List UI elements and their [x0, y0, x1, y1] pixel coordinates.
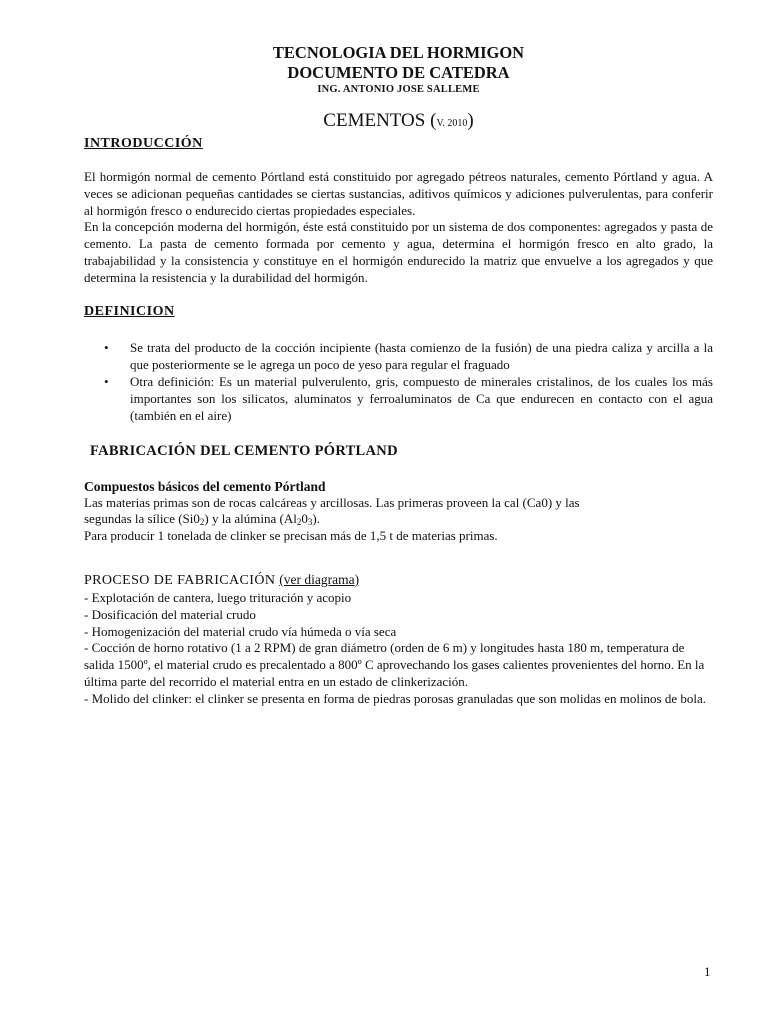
- intro-paragraph-2: En la concepción moderna del hormigón, éste está constituido por un sistema de dos componentes: agregados y pasta de cemento. La pasta de cemento formada por cemento y agua, determina el hormigón fresco en alto grado, la trabajabilidad y la consistencia y constituye en el hormigón endurecido la matriz que envuelve a los agregados y que determina la resistencia y la durabilidad del hormigón.: [84, 219, 713, 285]
- bullet-icon: •: [104, 373, 109, 389]
- compuestos-line-1: Las materias primas son de rocas calcáreas y arcillosas. Las primeras proveen la cal (Ca0) y las: [84, 494, 580, 510]
- proceso-step-4: - Cocción de horno rotativo (1 a 2 RPM) de gran diámetro (orden de 6 m) y longitudes hasta 180 m, temperatura de salida 1500º, el material crudo es precalentado a 800º C aprovechando los gases calientes provenientes del horno. En la última parte del recorrido el material entra en un estado de clinkerización.: [84, 640, 705, 689]
- subject-name: CEMENTOS: [323, 110, 426, 131]
- definicion-item-2: Otra definición: Es un material pulverulento, gris, compuesto de minerales cristalinos, de los cuales los más importantes son los silicatos, aluminatos y ferroaluminatos de Ca que endurecen en contacto con el agua (también en el aire): [130, 373, 713, 423]
- subject-version: V. 2010: [436, 118, 468, 129]
- compuestos-line-2: segundas la sílice $(Si0_2)$ y la alúmina $(Al_20_3)$.: [84, 511, 320, 528]
- page-number: 1: [704, 964, 711, 979]
- proceso-step-5: - Molido del clinker: el clinker se presenta en forma de piedras porosas granuladas que son molidas en molinos de bola.: [84, 690, 707, 706]
- document-title: TECNOLOGIA DEL HORMIGON: [272, 43, 525, 62]
- compuestos-line-3: Para producir 1 tonelada de clinker se precisan más de 1,5 t de materias primas.: [84, 528, 498, 544]
- list-item: [84, 339, 713, 373]
- subject-close-paren: ): [467, 110, 474, 131]
- proceso-heading: [84, 571, 713, 590]
- document-page: [84, 42, 713, 708]
- proceso-heading-text: PROCESO DE FABRICACIÓN: [84, 572, 276, 588]
- compuestos-heading: Compuestos básicos del cemento Pórtland: [84, 478, 326, 494]
- document-subtitle: DOCUMENTO DE CATEDRA: [287, 63, 510, 82]
- bullet-icon: •: [104, 339, 109, 355]
- proceso-step-1: - Explotación de cantera, luego trituración y acopio: [84, 589, 352, 605]
- ver-diagrama-link[interactable]: (ver diagrama): [279, 571, 360, 587]
- intro-heading: INTRODUCCIÓN: [84, 136, 203, 151]
- definicion-list: [84, 339, 713, 424]
- subject-open-paren: (: [430, 110, 437, 131]
- fabricacion-heading: FABRICACIÓN DEL CEMENTO PÓRTLAND: [90, 442, 398, 459]
- proceso-step-2: - Dosificación del material crudo: [84, 606, 256, 622]
- document-author: ING. ANTONIO JOSE SALLEME: [317, 84, 480, 95]
- definicion-heading: DEFINICION: [84, 303, 175, 319]
- list-item: [84, 373, 713, 424]
- definicion-item-1: Se trata del producto de la cocción incipiente (hasta comienzo de la fusión) de una piedra caliza y arcilla a la que posteriormente se le agrega un poco de yeso para regular el fraguado: [130, 339, 713, 372]
- subject-title: [84, 110, 713, 135]
- intro-paragraph-1: El hormigón normal de cemento Pórtland está constituido por agregado pétreos naturales, cemento Pórtland y agua. A veces se adicionan pequeñas cantidades se ciertas sustancias, aditivos químicos y adiciones pulverulentas, para conferir al hormigón fresco o endurecido ciertas propiedades especiales.: [84, 169, 713, 218]
- proceso-step-3: - Homogenización del material crudo vía húmeda o vía seca: [84, 623, 397, 639]
